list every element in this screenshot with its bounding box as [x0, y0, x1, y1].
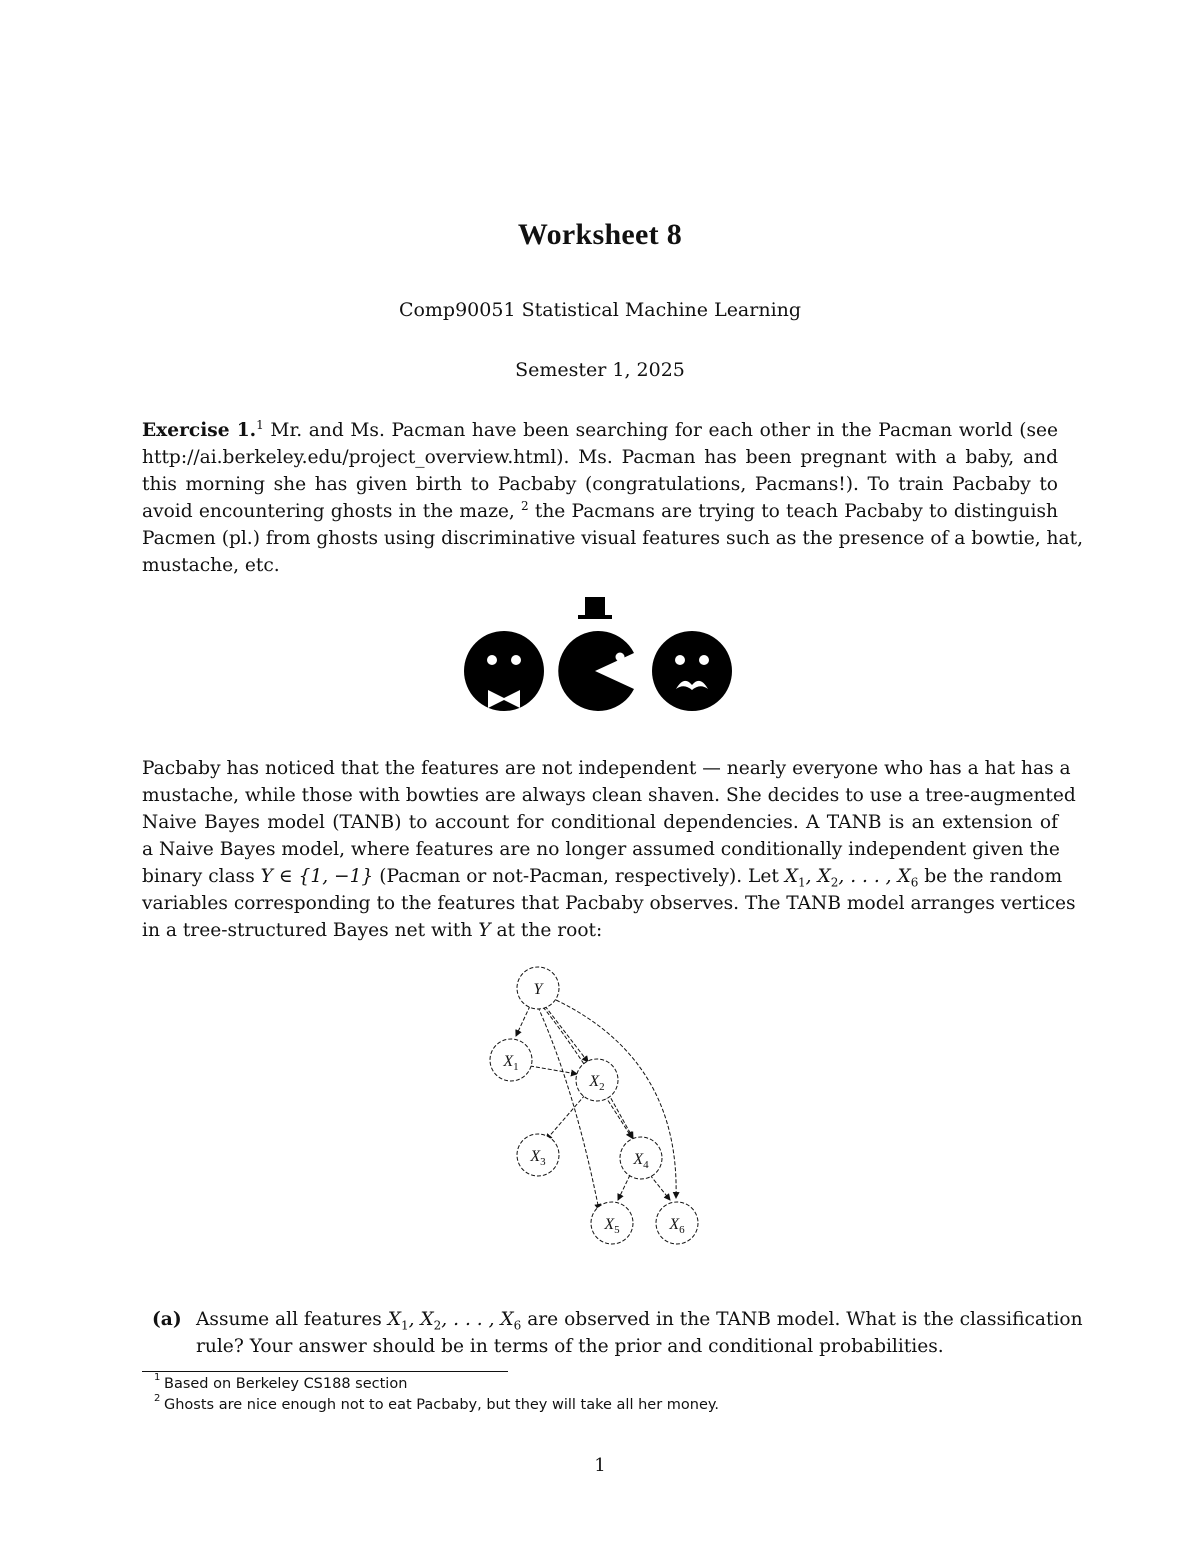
exercise-paragraph	[142, 417, 1083, 579]
exercise-text: http://ai.berkeley.edu/project_overview.html). Ms. Pacman has been pregnant with a baby, and	[142, 447, 1058, 468]
edge-x2-x4	[608, 1093, 633, 1138]
edge-y-x1	[516, 1006, 530, 1036]
footnote-ref-2: 2	[521, 498, 529, 513]
exercise-text: mustache, etc.	[142, 555, 280, 576]
exercise-label: Exercise 1.	[142, 420, 257, 441]
footnote-rule	[142, 1371, 508, 1372]
question-text: are observed in the TANB model. What is the classification	[527, 1309, 1083, 1330]
paragraph-text: be the random	[924, 866, 1063, 887]
footnote-number: 1	[154, 1372, 161, 1383]
paragraph-text: a Naive Bayes model, where features are no longer assumed conditionally independent given the	[142, 839, 1060, 860]
pacman-with-bowtie-icon	[464, 631, 544, 711]
exercise-text: Mr. and Ms. Pacman have been searching for each other in the Pacman world (see	[270, 420, 1058, 441]
tree-label-x1: $X_1$	[503, 1053, 519, 1073]
footnote-text: Based on Berkeley CS188 section	[164, 1376, 408, 1392]
page-title: Worksheet 8	[517, 218, 683, 251]
question-text: rule? Your answer should be in terms of the prior and conditional probabilities.	[196, 1336, 944, 1357]
exercise-text: avoid encountering ghosts in the maze,	[142, 501, 515, 522]
math-features: $X_1$, $X_2$, . . . , $X_6$	[784, 866, 919, 890]
exercise-text: Pacmen (pl.) from ghosts using discriminative visual features such as the presence of a bowtie, hat,	[142, 528, 1083, 549]
footnote-1	[154, 1372, 408, 1392]
edge-x4-x6	[650, 1175, 670, 1200]
ghost-with-mustache-icon	[652, 631, 732, 711]
page-number: 1	[594, 1455, 606, 1476]
paragraph-text: binary class	[142, 866, 255, 887]
math-root-y: Y	[478, 920, 491, 941]
math-class-set: Y ∈ {1, −1}	[260, 866, 374, 887]
exercise-text: the Pacmans are trying to teach Pacbaby to distinguish	[534, 501, 1058, 522]
paragraph-text: in a tree-structured Bayes net with	[142, 920, 473, 941]
edge-x2-x3	[546, 1095, 585, 1140]
tree-label-x6: $X_6$	[669, 1216, 685, 1236]
pacman-with-top-hat-icon	[558, 597, 634, 711]
footnote-2	[154, 1393, 719, 1413]
course-subtitle: Comp90051 Statistical Machine Learning	[398, 299, 802, 321]
tanb-tree-diagram	[480, 960, 710, 1250]
footnote-ref-1: 1	[256, 417, 264, 432]
question-a-label: (a)	[152, 1309, 182, 1330]
paragraph-text: mustache, while those with bowties are always clean shaven. She decides to use a tree-augmented	[142, 785, 1076, 806]
math-features: $X_1$, $X_2$, . . . , $X_6$	[387, 1309, 522, 1333]
paragraph-text: (Pacman or not-Pacman, respectively). Let	[379, 866, 779, 887]
question-text: Assume all features	[196, 1309, 382, 1330]
tree-label-y: Y	[533, 981, 543, 998]
semester-line: Semester 1, 2025	[515, 359, 685, 381]
tree-label-x2: $X_2$	[589, 1073, 605, 1093]
exercise-text: this morning she has given birth to Pacbaby (congratulations, Pacmans!). To train Pacbaby to	[142, 474, 1058, 495]
tree-label-x3: $X_3$	[530, 1148, 546, 1168]
footnote-number: 2	[154, 1393, 161, 1404]
edge-y-x2	[545, 1006, 588, 1062]
pacman-characters-figure	[460, 593, 740, 715]
footnote-text: Ghosts are nice enough not to eat Pacbaby, but they will take all her money.	[164, 1397, 719, 1413]
paragraph-text: Pacbaby has noticed that the features are not independent — nearly everyone who has a hat has a	[142, 758, 1071, 779]
edge-x4-x5	[618, 1175, 630, 1200]
tree-label-x5: $X_5$	[604, 1216, 620, 1236]
paragraph-text: at the root:	[496, 920, 603, 941]
paragraph-text: Naive Bayes model (TANB) to account for conditional dependencies. A TANB is an extension of	[142, 812, 1058, 833]
edge-y-x5	[538, 1007, 599, 1210]
tree-label-x4: $X_4$	[633, 1151, 649, 1171]
edge-x1-x2	[530, 1066, 577, 1074]
tanb-description-paragraph	[142, 755, 1076, 944]
paragraph-text: variables corresponding to the features that Pacbaby observes. The TANB model arranges vertices	[142, 893, 1076, 914]
